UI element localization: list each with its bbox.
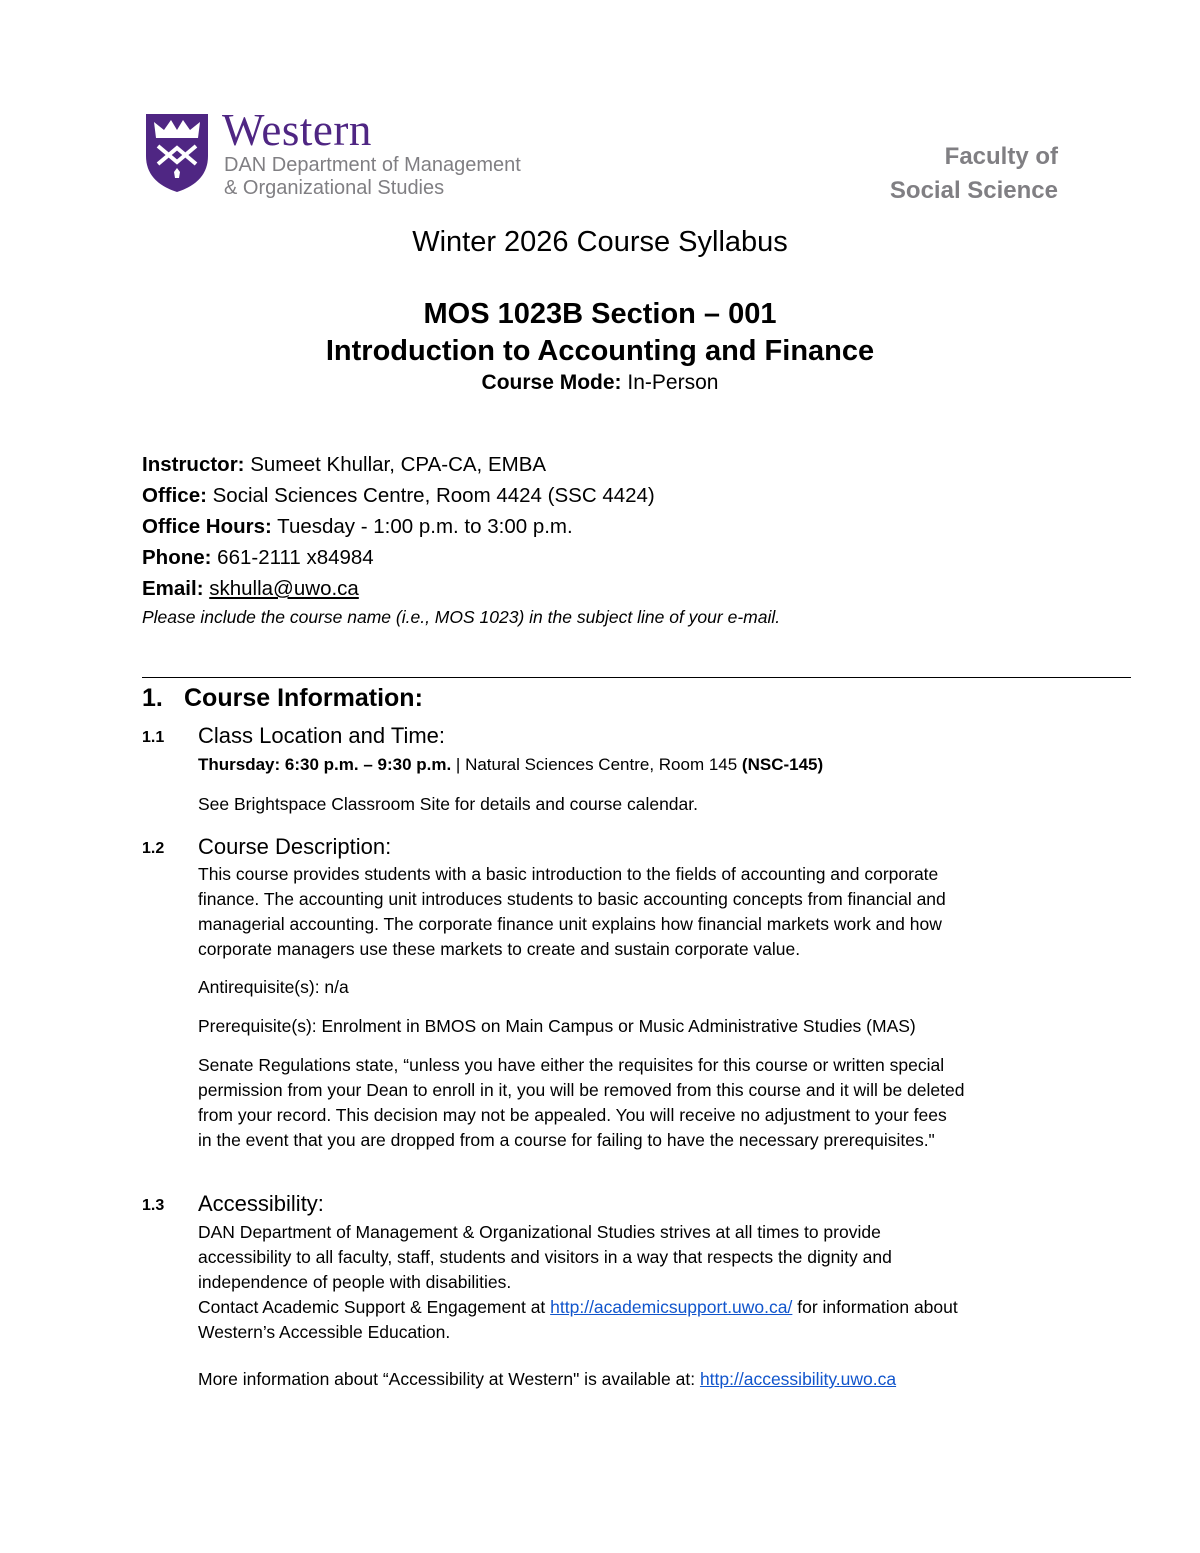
office-value: Social Sciences Centre, Room 4424 (SSC 4424) (206, 484, 655, 507)
western-shield-icon (144, 112, 210, 194)
instructor-line (142, 453, 546, 477)
subsection-number-1-1: 1.1 (142, 729, 165, 746)
section-divider (142, 677, 1131, 678)
description-line: corporate managers use these markets to create and sustain corporate value. (198, 939, 801, 959)
subsection-title-course-description: Course Description: (198, 834, 392, 859)
course-mode (0, 371, 1200, 395)
description-line: This course provides students with a basic introduction to the fields of accounting and corporate (198, 864, 939, 884)
academic-support-pre: Contact Academic Support & Engagement at (198, 1297, 551, 1317)
office-label: Office: (142, 484, 207, 507)
class-room-code: (NSC-145) (741, 755, 824, 774)
academic-support-link[interactable]: http://academicsupport.uwo.ca/ (550, 1297, 793, 1317)
office-hours-label: Office Hours: (142, 515, 272, 538)
instructor-label: Instructor: (142, 453, 245, 476)
antirequisites: Antirequisite(s): n/a (198, 977, 349, 997)
course-code: MOS 1023B Section – 001 (423, 298, 777, 330)
syllabus-term: Winter 2026 Course Syllabus (412, 226, 788, 258)
phone-value: 661-2111 x84984 (211, 546, 374, 569)
accessibility-description (198, 1220, 1078, 1345)
western-logo (144, 105, 524, 202)
accessible-education-line: Western’s Accessible Education. (198, 1322, 451, 1342)
office-hours-value: Tuesday - 1:00 p.m. to 3:00 p.m. (271, 515, 573, 538)
brightspace-note: See Brightspace Classroom Site for details and course calendar. (198, 794, 698, 814)
subsection-number-1-2: 1.2 (142, 840, 165, 857)
phone-line (142, 546, 374, 570)
email-label: Email: (142, 577, 204, 600)
academic-support-post: for information about (792, 1297, 958, 1317)
course-mode-value: In-Person (621, 371, 719, 394)
email-line (142, 577, 359, 601)
class-time: Thursday: 6:30 p.m. – 9:30 p.m. (198, 755, 452, 774)
email-link[interactable]: skhulla@uwo.ca (209, 577, 359, 600)
accessibility-line: DAN Department of Management & Organizational Studies strives at all times to provide (198, 1222, 881, 1242)
academic-support-line (198, 1295, 1078, 1320)
section-title: Course Information: (184, 684, 423, 712)
course-mode-label: Course Mode: (481, 371, 622, 394)
senate-line: in the event that you are dropped from a course for failing to have the necessary prerequisites." (198, 1130, 935, 1150)
logo-department-line2: & Organizational Studies (224, 177, 445, 199)
faculty-line1: Faculty of (944, 143, 1058, 170)
instructor-value: Sumeet Khullar, CPA-CA, EMBA (244, 453, 547, 476)
office-line (142, 484, 655, 508)
prerequisites: Prerequisite(s): Enrolment in BMOS on Main Campus or Music Administrative Studies (MAS) (198, 1016, 916, 1036)
phone-label: Phone: (142, 546, 212, 569)
senate-line: Senate Regulations state, “unless you have either the requisites for this course or written special (198, 1055, 945, 1075)
subsection-number-1-3: 1.3 (142, 1197, 165, 1214)
logo-department-line1: DAN Department of Management (224, 154, 521, 176)
accessibility-more-pre: More information about “Accessibility at Western" is available at: (198, 1369, 700, 1389)
faculty-label (890, 140, 1058, 208)
course-title: Introduction to Accounting and Finance (325, 335, 875, 367)
section-heading-course-information (142, 684, 423, 713)
description-line: finance. The accounting unit introduces students to basic accounting concepts from financial and (198, 889, 946, 909)
course-description (198, 862, 1078, 962)
class-location: | Natural Sciences Centre, Room 145 (451, 755, 742, 774)
office-hours-line (142, 515, 573, 539)
logo-wordmark: Western (222, 105, 372, 155)
accessibility-more-info (198, 1367, 1078, 1392)
subsection-title-accessibility: Accessibility: (198, 1191, 324, 1216)
email-subject-note: Please include the course name (i.e., MOS 1023) in the subject line of your e-mail. (142, 607, 781, 627)
accessibility-link[interactable]: http://accessibility.uwo.ca (699, 1369, 897, 1389)
senate-regulations (198, 1053, 1078, 1153)
senate-line: from your record. This decision may not be appealed. You will receive no adjustment to your fees (198, 1105, 947, 1125)
faculty-line2: Social Science (889, 177, 1058, 204)
accessibility-line: independence of people with disabilities. (198, 1272, 512, 1292)
senate-line: permission from your Dean to enroll in it, you will be removed from this course and it will be deleted (198, 1080, 965, 1100)
accessibility-line: accessibility to all faculty, staff, students and visitors in a way that respects the dignity and (198, 1247, 892, 1267)
section-number: 1. (142, 684, 163, 712)
description-line: managerial accounting. The corporate finance unit explains how financial markets work and how (198, 914, 942, 934)
class-time-location (198, 752, 1078, 777)
subsection-title-class-location: Class Location and Time: (198, 723, 446, 748)
